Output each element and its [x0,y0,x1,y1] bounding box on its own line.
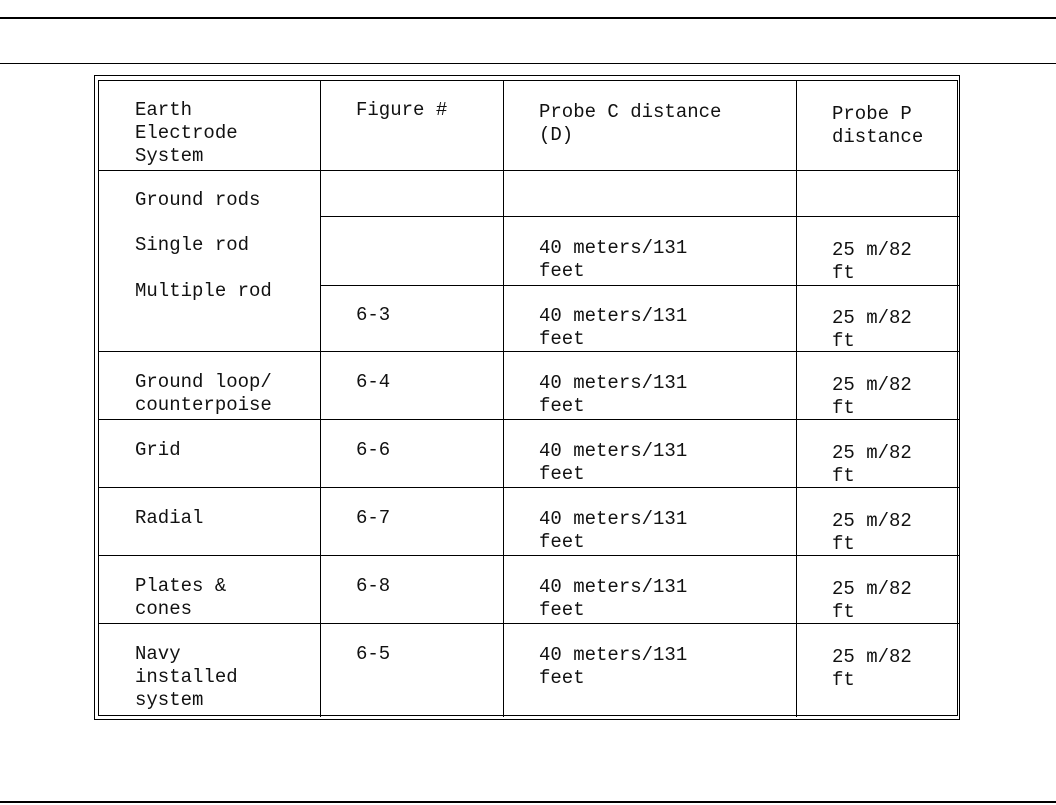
table-row-probe-p: 25 m/82 ft [832,442,912,487]
table-row-probe-p: 25 m/82 ft [832,510,912,555]
single-rod-probe-c: 40 meters/131 feet [539,237,688,282]
table-row-figure: 6-7 [356,507,391,529]
table-row-probe-p: 25 m/82 ft [832,374,912,419]
table-row-probe-p: 25 m/82 ft [832,646,912,691]
column-divider-2 [503,81,504,717]
header-bottom-line [99,170,959,171]
multiple-rod-figure: 6-3 [356,304,391,326]
table-row-probe-c: 40 meters/131 feet [539,644,688,689]
table-row-system: Radial [135,507,204,529]
ground-rods-subline-2 [320,285,959,286]
multiple-rod-probe-c: 40 meters/131 feet [539,305,688,350]
table-row-figure: 6-6 [356,439,391,461]
header-probe-c-distance: Probe C distance (D) [539,101,722,146]
row-line-4 [99,555,959,556]
header-figure-number: Figure # [356,99,448,121]
table-row-probe-c: 40 meters/131 feet [539,576,688,621]
table-row-probe-c: 40 meters/131 feet [539,372,688,417]
multiple-rod-label: Multiple rod [135,280,272,302]
top-rule [0,17,1056,19]
header-earth-electrode-system: Earth Electrode System [135,99,238,167]
table-row-probe-c: 40 meters/131 feet [539,440,688,485]
row-line-3 [99,487,959,488]
table-row-system: Grid [135,439,181,461]
single-rod-probe-p: 25 m/82 ft [832,239,912,284]
table-row-figure: 6-4 [356,371,391,393]
table-row-system: Plates & cones [135,575,227,620]
table-row-probe-c: 40 meters/131 feet [539,508,688,553]
header-rule [0,63,1056,64]
column-divider-3 [796,81,797,717]
table-row-probe-p: 25 m/82 ft [832,578,912,623]
row-line-2 [99,419,959,420]
table-row-figure: 6-8 [356,575,391,597]
row-line-5 [99,623,959,624]
table-row-figure: 6-5 [356,643,391,665]
probe-distance-table [98,80,958,716]
single-rod-label: Single rod [135,234,250,256]
column-divider-1 [320,81,321,717]
row-line-1 [99,351,959,352]
table-row-system: Ground loop/ counterpoise [135,371,272,416]
table-row-system: Navy installed system [135,643,238,711]
ground-rods-title: Ground rods [135,189,261,211]
bottom-rule [0,801,1056,803]
header-probe-p-distance: Probe P distance [832,103,924,148]
ground-rods-subline-1 [320,216,959,217]
multiple-rod-probe-p: 25 m/82 ft [832,307,912,352]
